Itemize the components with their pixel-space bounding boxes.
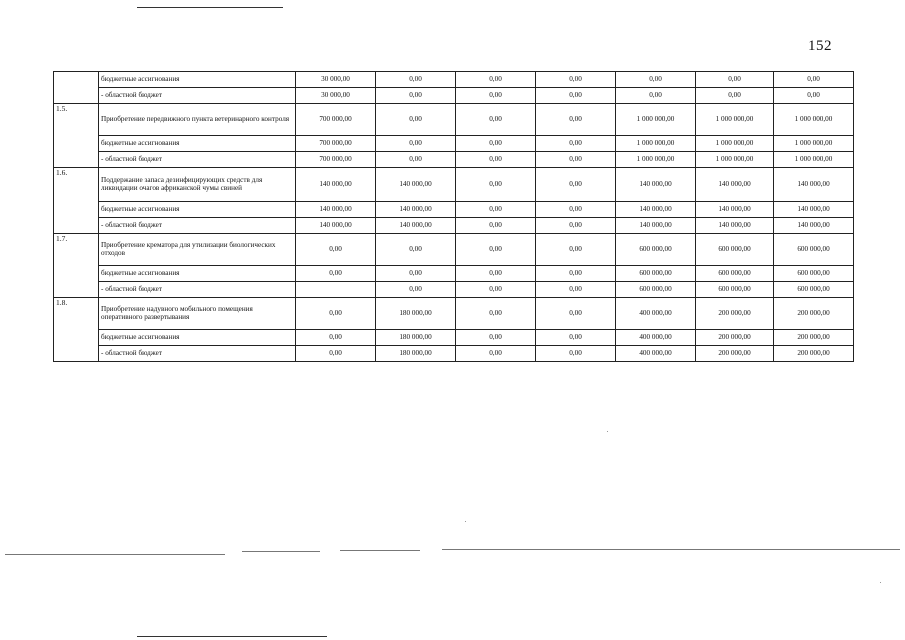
scan-speck [607, 431, 608, 432]
amount-cell: 0,00 [536, 218, 616, 234]
amount-cell: 700 000,00 [296, 104, 376, 136]
amount-cell: 0,00 [376, 152, 456, 168]
amount-cell: 0,00 [536, 136, 616, 152]
amount-cell: 700 000,00 [296, 136, 376, 152]
amount-cell: 1 000 000,00 [616, 136, 696, 152]
item-code: 1.8. [54, 298, 99, 362]
amount-cell: 0,00 [456, 218, 536, 234]
amount-cell: 30 000,00 [296, 88, 376, 104]
amount-cell: 0,00 [616, 72, 696, 88]
amount-cell: 140 000,00 [616, 168, 696, 202]
scan-rule-footer-4 [442, 549, 900, 550]
amount-cell: 0,00 [774, 88, 854, 104]
amount-cell: 200 000,00 [696, 298, 774, 330]
amount-cell: 140 000,00 [376, 202, 456, 218]
amount-cell: 0,00 [536, 104, 616, 136]
row-description: Приобретение надувного мобильного помещения оперативного развертывания [99, 298, 296, 330]
amount-cell: 0,00 [536, 282, 616, 298]
scan-rule-top [137, 7, 283, 8]
item-code: 1.5. [54, 104, 99, 168]
table-row-budget [54, 346, 854, 362]
row-description: - областной бюджет [99, 346, 296, 362]
amount-cell: 0,00 [296, 298, 376, 330]
scan-rule-footer-3 [340, 550, 420, 551]
amount-cell: 0,00 [456, 168, 536, 202]
amount-cell: 0,00 [456, 136, 536, 152]
amount-cell: 140 000,00 [376, 168, 456, 202]
amount-cell: 140 000,00 [296, 168, 376, 202]
table-row-budget [54, 202, 854, 218]
amount-cell: 600 000,00 [774, 282, 854, 298]
amount-cell: 0,00 [456, 88, 536, 104]
amount-cell: 600 000,00 [616, 266, 696, 282]
amount-cell: 1 000 000,00 [616, 104, 696, 136]
amount-cell: 0,00 [456, 266, 536, 282]
amount-cell: 140 000,00 [774, 218, 854, 234]
amount-cell: 600 000,00 [696, 266, 774, 282]
scan-speck [880, 582, 881, 583]
table-row-budget [54, 330, 854, 346]
amount-cell: 0,00 [296, 234, 376, 266]
table-row-item [54, 234, 854, 266]
amount-cell: 140 000,00 [696, 202, 774, 218]
amount-cell: 200 000,00 [774, 346, 854, 362]
amount-cell: 0,00 [296, 330, 376, 346]
table-row-item [54, 168, 854, 202]
row-description: бюджетные ассигнования [99, 330, 296, 346]
amount-cell: 0,00 [456, 104, 536, 136]
table-row-budget [54, 282, 854, 298]
scan-speck [465, 521, 466, 522]
row-description: - областной бюджет [99, 282, 296, 298]
amount-cell: 1 000 000,00 [774, 104, 854, 136]
amount-cell: 0,00 [696, 88, 774, 104]
item-code: 1.6. [54, 168, 99, 234]
amount-cell: 0,00 [376, 88, 456, 104]
amount-cell: 0,00 [616, 88, 696, 104]
amount-cell: 1 000 000,00 [774, 136, 854, 152]
amount-cell: 400 000,00 [616, 330, 696, 346]
amount-cell: 600 000,00 [616, 282, 696, 298]
amount-cell: 600 000,00 [696, 234, 774, 266]
amount-cell: 600 000,00 [696, 282, 774, 298]
table-row-budget [54, 152, 854, 168]
amount-cell: 140 000,00 [774, 202, 854, 218]
amount-cell: 700 000,00 [296, 152, 376, 168]
amount-cell: 30 000,00 [296, 72, 376, 88]
amount-cell: 400 000,00 [616, 346, 696, 362]
scan-rule-footer-1 [5, 554, 225, 555]
amount-cell: 0,00 [536, 234, 616, 266]
amount-cell: 180 000,00 [376, 298, 456, 330]
page-number: 152 [808, 38, 832, 54]
row-description: Поддержание запаса дезинфицирующих средств для ликвидации очагов африканской чумы свиней [99, 168, 296, 202]
row-description: - областной бюджет [99, 152, 296, 168]
amount-cell: 0,00 [376, 104, 456, 136]
amount-cell: 140 000,00 [296, 218, 376, 234]
amount-cell: 140 000,00 [696, 168, 774, 202]
amount-cell [296, 282, 376, 298]
amount-cell: 200 000,00 [696, 330, 774, 346]
row-description: Приобретение крематора для утилизации биологических отходов [99, 234, 296, 266]
amount-cell: 600 000,00 [774, 266, 854, 282]
amount-cell: 140 000,00 [696, 218, 774, 234]
amount-cell: 0,00 [376, 282, 456, 298]
amount-cell: 0,00 [456, 234, 536, 266]
amount-cell: 180 000,00 [376, 346, 456, 362]
row-description: бюджетные ассигнования [99, 202, 296, 218]
amount-cell: 0,00 [376, 72, 456, 88]
table-row-budget [54, 88, 854, 104]
amount-cell: 0,00 [376, 234, 456, 266]
amount-cell: 0,00 [456, 72, 536, 88]
amount-cell: 0,00 [536, 152, 616, 168]
table-row-budget [54, 136, 854, 152]
item-code [54, 72, 99, 104]
row-description: бюджетные ассигнования [99, 266, 296, 282]
amount-cell: 0,00 [536, 168, 616, 202]
item-code: 1.7. [54, 234, 99, 298]
amount-cell: 1 000 000,00 [696, 104, 774, 136]
amount-cell: 0,00 [536, 266, 616, 282]
scan-rule-footer-2 [242, 551, 320, 552]
amount-cell: 0,00 [456, 202, 536, 218]
amount-cell: 0,00 [296, 346, 376, 362]
amount-cell: 0,00 [296, 266, 376, 282]
amount-cell: 0,00 [536, 330, 616, 346]
amount-cell: 600 000,00 [774, 234, 854, 266]
amount-cell: 0,00 [456, 282, 536, 298]
amount-cell: 140 000,00 [616, 202, 696, 218]
amount-cell: 1 000 000,00 [696, 136, 774, 152]
amount-cell: 1 000 000,00 [696, 152, 774, 168]
scan-rule-bottom [137, 636, 327, 637]
amount-cell: 0,00 [456, 346, 536, 362]
amount-cell: 200 000,00 [774, 330, 854, 346]
amount-cell: 0,00 [376, 266, 456, 282]
row-description: бюджетные ассигнования [99, 72, 296, 88]
amount-cell: 0,00 [456, 298, 536, 330]
amount-cell: 180 000,00 [376, 330, 456, 346]
amount-cell: 400 000,00 [616, 298, 696, 330]
row-description: - областной бюджет [99, 218, 296, 234]
amount-cell: 140 000,00 [376, 218, 456, 234]
row-description: Приобретение передвижного пункта ветеринарного контроля [99, 104, 296, 136]
amount-cell: 0,00 [536, 298, 616, 330]
amount-cell: 0,00 [536, 202, 616, 218]
table-row-budget [54, 266, 854, 282]
amount-cell: 0,00 [536, 346, 616, 362]
table-row-budget [54, 72, 854, 88]
amount-cell: 0,00 [536, 72, 616, 88]
amount-cell: 140 000,00 [296, 202, 376, 218]
amount-cell: 0,00 [376, 136, 456, 152]
table-row-item [54, 298, 854, 330]
table-row-budget [54, 218, 854, 234]
amount-cell: 200 000,00 [696, 346, 774, 362]
amount-cell: 0,00 [456, 152, 536, 168]
amount-cell: 0,00 [536, 88, 616, 104]
amount-cell: 600 000,00 [616, 234, 696, 266]
amount-cell: 140 000,00 [774, 168, 854, 202]
row-description: - областной бюджет [99, 88, 296, 104]
amount-cell: 140 000,00 [616, 218, 696, 234]
amount-cell: 200 000,00 [774, 298, 854, 330]
budget-table [53, 71, 854, 362]
table-row-item [54, 104, 854, 136]
row-description: бюджетные ассигнования [99, 136, 296, 152]
amount-cell: 0,00 [456, 330, 536, 346]
amount-cell: 1 000 000,00 [774, 152, 854, 168]
amount-cell: 0,00 [774, 72, 854, 88]
amount-cell: 0,00 [696, 72, 774, 88]
amount-cell: 1 000 000,00 [616, 152, 696, 168]
